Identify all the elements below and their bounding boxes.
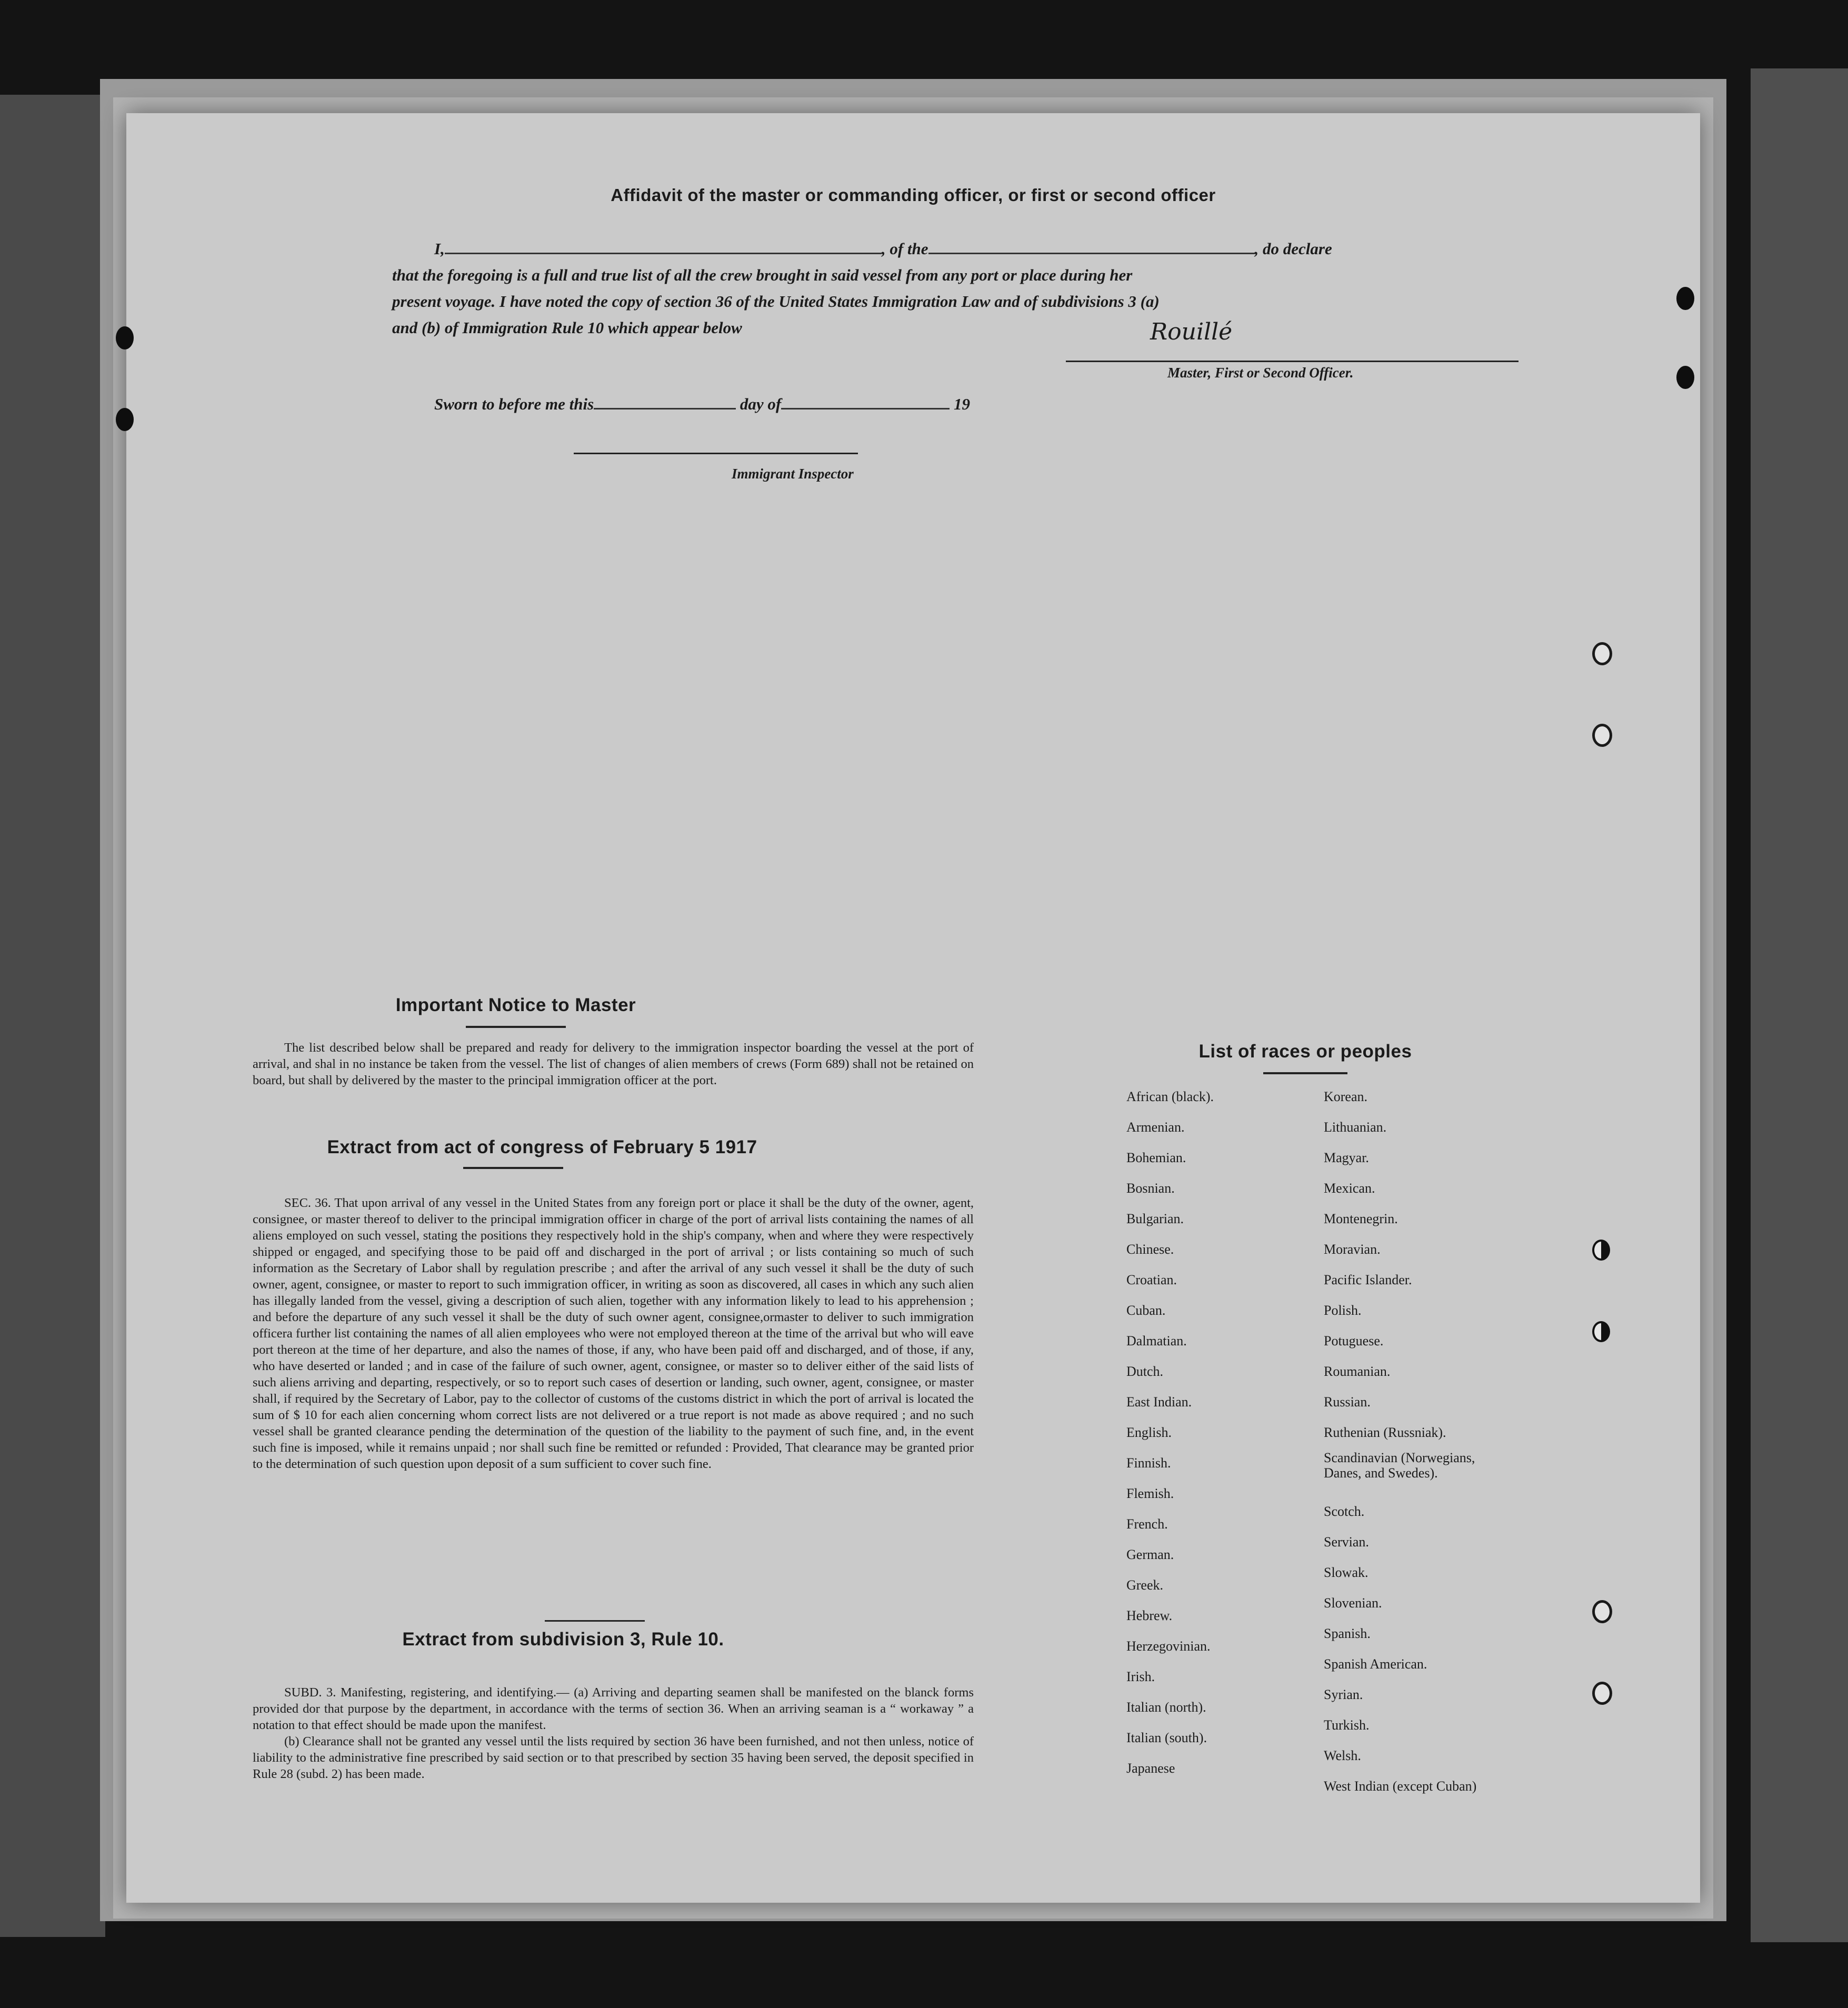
rule-paragraph-b: (b) Clearance shall not be granted any vessel until the lists required by section 36 have been furnished, and not then unless, notice of liability to the administrative fine prescribed by said section or to that prescribed by section 35 having been served, the deposit specified in Rule 28 (subd. 2) has been made. [253, 1734, 974, 1781]
race-item: Polish. [1324, 1303, 1362, 1318]
rule-text [253, 1684, 974, 1782]
race-item: Dalmatian. [1126, 1333, 1187, 1348]
races-left-column [1126, 1082, 1214, 1784]
race-item: Italian (north). [1126, 1700, 1206, 1715]
signature-line [1066, 361, 1519, 362]
affidavit-line-2: present voyage. I have noted the copy of section 36 of the United States Immigration Law and of subdivisions 3 (a) [392, 292, 1160, 311]
race-item: Croatian. [1126, 1272, 1177, 1287]
race-item: Chinese. [1126, 1242, 1174, 1257]
act-text [253, 1195, 974, 1472]
inspector-caption: Immigrant Inspector [732, 466, 854, 482]
race-item: Ruthenian (Russniak). [1324, 1425, 1446, 1440]
race-item: Servian. [1324, 1534, 1369, 1550]
notice-paragraph: The list described below shall be prepared and ready for delivery to the immigration inspector boarding the vessel at the port of arrival, and shal in no instance be taken from the vessel. The list of changes of alien members of crews (Form 689) shall not be retained on board, but shall by delivered by the master to the principal immigration officer at the port. [253, 1041, 974, 1087]
race-item: Turkish. [1324, 1717, 1370, 1733]
race-item: Scotch. [1324, 1504, 1365, 1519]
punch-hole [1592, 1240, 1610, 1261]
race-item: Scandinavian (Norwegians, Danes, and Swedes). [1324, 1450, 1475, 1481]
signature-caption: Master, First or Second Officer. [1167, 365, 1354, 381]
race-item: Bulgarian. [1126, 1211, 1184, 1226]
act-title: Extract from act of congress of February 5 1917 [327, 1137, 757, 1157]
sworn-day-label: day of [740, 395, 782, 413]
punch-hole [1592, 1682, 1612, 1705]
punch-hole [116, 408, 134, 431]
rule-title: Extract from subdivision 3, Rule 10. [402, 1629, 724, 1650]
declaration-line [434, 239, 1519, 258]
race-item: Herzegovinian. [1126, 1639, 1211, 1654]
punch-hole [1676, 366, 1694, 389]
rule-paragraph-a: SUBD. 3. Manifesting, registering, and identifying.— (a) Arriving and departing seamen shall be manifested on the blanck forms provided dor that purpose by the department, in accordance with the terms of section 36. When an arriving seaman is a “ workaway ” a notation to that effect should be made upon the manifest. [253, 1685, 974, 1732]
underlying-page-left [0, 95, 105, 1937]
act-end-rule [545, 1620, 645, 1622]
race-item: Russian. [1324, 1394, 1371, 1410]
act-paragraph: SEC. 36. That upon arrival of any vessel in the United States from any foreign port or place it shall be the duty of the owner, agent, consignee, or master thereof to deliver to the principal immigration officer in charge of the port of arrival lists containing the names of all aliens employed on such vessel, stating the positions they respectively hold in the ship's company, when and where they were respectively shipped or engaged, and specifying those to be paid off and discharged in the port of arrival ; or lists containing so much of such information as the Secretary of Labor shall by regulation prescribe ; and after the arrival of any such vessel it shall be the duty of such owner, agent, consignee, or master to report to such immigration officer, in writing as soon as discovered, all cases in which any such alien has illegally landed from the vessel, giving a description of such alien, together with any information likely to lead to his apprehension ; and before the departure of any such vessel it shall be the duty of such owner agent, consignee,ormaster to deliver to such immigration officera further list containing the names of all alien employees who were not employed thereon at the time of the arrival but who will eave port thereon at the time of her departure, and also the names of those, if any, who have been paid off and discharged, and of those, if any, who have deserted or landed ; and in case of the failure of such owner, agent, consignee, or master so to deliver either of the said lists of such aliens arriving and departing, respectively, or so to report such cases of desertion or landing, such owner, agent, consignee, or master shall, if required by the Secretary of Labor, pay to the collector of customs of the customs district in which the port of arrival is located the sum of $ 10 for each alien concerning whom correct lists are not delivered or a true report is not made as above required ; and no such vessel shall be granted clearance pending the determination of the question of the liability to the payment of such fine, and, in the event such fine is imposed, while it remains unpaid ; nor shall such fine be remitted or refunded : Provided, That clearance may be granted prior to the determination of such question upon deposit of a sum sufficient to cover such fine. [253, 1196, 974, 1471]
notice-text [253, 1040, 974, 1088]
race-item: Dutch. [1126, 1364, 1164, 1379]
race-item: Pacific Islander. [1324, 1272, 1412, 1287]
race-item: Moravian. [1324, 1242, 1381, 1257]
affidavit-title: Affidavit of the master or commanding officer, or first or second officer [611, 185, 1216, 205]
race-item: Armenian. [1126, 1120, 1185, 1135]
act-rule [463, 1167, 563, 1169]
race-item: Potuguese. [1324, 1333, 1384, 1348]
race-item: Spanish. [1324, 1626, 1371, 1641]
race-item: Roumanian. [1324, 1364, 1391, 1379]
race-item: Finnish. [1126, 1455, 1171, 1471]
race-item: Japanese [1126, 1761, 1175, 1776]
sworn-prefix: Sworn to before me this [434, 395, 594, 413]
race-item: Slowak. [1324, 1565, 1368, 1580]
race-item: Syrian. [1324, 1687, 1363, 1702]
races-right-column [1324, 1082, 1497, 1802]
of-the-label: , of the [881, 239, 928, 258]
punch-hole [1592, 1321, 1610, 1342]
race-item: Irish. [1126, 1669, 1155, 1684]
affidavit-line-1: that the foregoing is a full and true list of all the crew brought in said vessel from any port or place during her [392, 266, 1133, 284]
notice-title: Important Notice to Master [395, 995, 636, 1015]
punch-hole [1592, 642, 1612, 665]
race-item: Flemish. [1126, 1486, 1174, 1501]
race-item: Welsh. [1324, 1748, 1361, 1763]
race-item: Greek. [1126, 1577, 1164, 1593]
race-item: West Indian (except Cuban) [1324, 1779, 1477, 1794]
races-rule [1263, 1072, 1347, 1074]
race-item: Spanish American. [1324, 1656, 1427, 1672]
race-item: German. [1126, 1547, 1174, 1562]
punch-hole [1592, 724, 1612, 747]
race-item: Montenegrin. [1324, 1211, 1398, 1226]
affidavit-line-3: and (b) of Immigration Rule 10 which appear below [392, 318, 742, 337]
races-title: List of races or peoples [1198, 1041, 1412, 1062]
i-label: I, [434, 239, 445, 258]
notice-rule [466, 1026, 566, 1028]
race-item: Mexican. [1324, 1181, 1375, 1196]
document-page [126, 113, 1700, 1903]
sworn-year: 19 [954, 395, 970, 413]
month-blank [781, 408, 950, 409]
inspector-line [574, 453, 858, 454]
punch-hole [1676, 287, 1694, 310]
vessel-blank [928, 253, 1255, 254]
race-item: Bohemian. [1126, 1150, 1186, 1165]
name-blank [445, 253, 882, 254]
punch-hole [116, 326, 134, 349]
race-item: Hebrew. [1126, 1608, 1173, 1623]
race-item: English. [1126, 1425, 1172, 1440]
race-item: Slovenian. [1324, 1595, 1382, 1611]
underlying-page-right [1751, 68, 1848, 1942]
day-blank [594, 408, 736, 409]
race-item: French. [1126, 1516, 1168, 1532]
race-item: Cuban. [1126, 1303, 1166, 1318]
master-signature: Rouillé [1150, 318, 1233, 345]
race-item: Korean. [1324, 1089, 1368, 1104]
race-item: Italian (south). [1126, 1730, 1207, 1745]
race-item: Lithuanian. [1324, 1120, 1387, 1135]
race-item: African (black). [1126, 1089, 1214, 1104]
race-item: Magyar. [1324, 1150, 1369, 1165]
do-declare-label: , do declare [1254, 239, 1332, 258]
sworn-line [434, 395, 970, 414]
race-item: Bosnian. [1126, 1181, 1175, 1196]
race-item: East Indian. [1126, 1394, 1192, 1410]
punch-hole [1592, 1600, 1612, 1623]
